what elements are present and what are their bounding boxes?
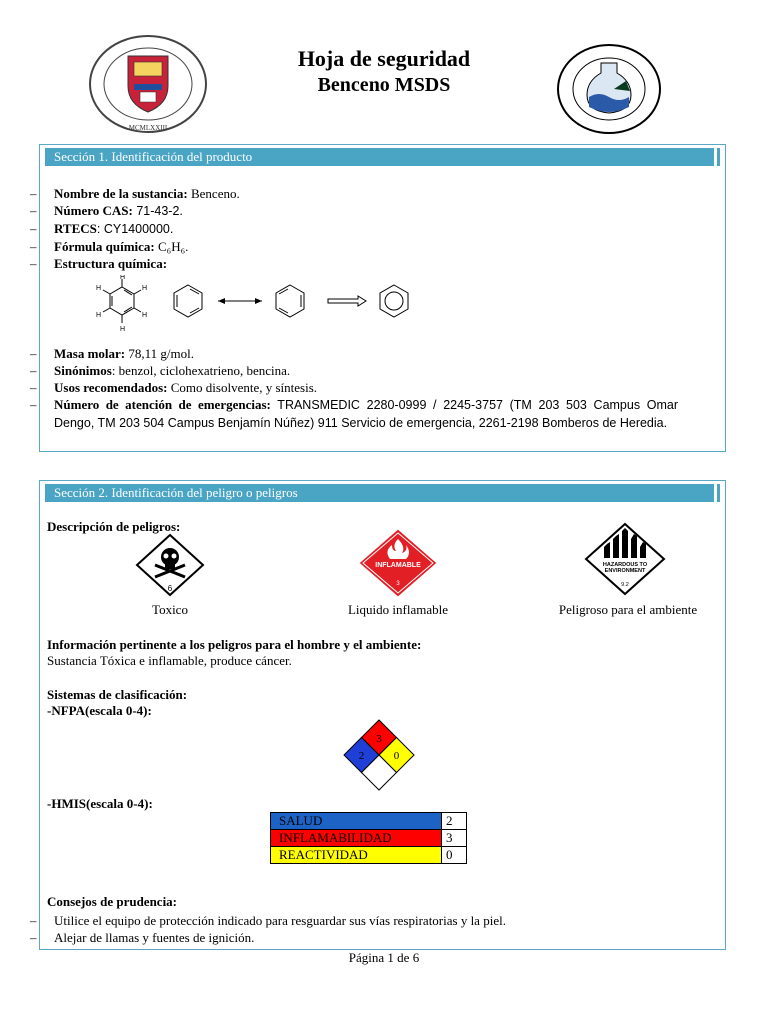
list-item: – Masa molar: 78,11 g/mol. xyxy=(30,345,678,362)
hmis-fire-value: 3 xyxy=(442,830,467,847)
table-row xyxy=(271,830,467,847)
hmis-fire-label: INFLAMABILIDAD xyxy=(271,830,442,847)
precaution-label: Consejos de prudencia: xyxy=(47,894,178,909)
svg-text:ENVIRONMENT: ENVIRONMENT xyxy=(604,568,646,574)
section-2-heading: Sección 2. Identificación del peligro o peligros xyxy=(45,484,717,502)
svg-text:6: 6 xyxy=(167,584,173,593)
svg-text:H: H xyxy=(142,312,148,319)
table-row xyxy=(271,813,467,830)
table-row xyxy=(271,847,467,864)
list-item: – Alejar de llamas y fuentes de ignición. xyxy=(30,929,678,946)
nfpa-reactivity-value: 0 xyxy=(393,750,400,762)
hazard-info-text: Sustancia Tóxica e inflamable, produce cáncer. xyxy=(47,653,292,668)
benzene-structure-diagram xyxy=(94,275,424,333)
nfpa-label: -NFPA(escala 0-4): xyxy=(47,703,152,718)
precaution-list xyxy=(30,912,678,946)
svg-text:HAZARDOUS TO: HAZARDOUS TO xyxy=(602,562,648,568)
hmis-label: -HMIS(escala 0-4): xyxy=(47,796,153,811)
list-item: – Sinónimos: benzol, ciclohexatrieno, bencina. xyxy=(30,362,678,379)
list-item: – Utilice el equipo de protección indicado para resguardar sus vías respiratorias y la piel. xyxy=(30,912,678,929)
list-item: – Estructura química: xyxy=(30,255,678,272)
svg-text:INFLAMABLE: INFLAMABLE xyxy=(375,562,421,569)
hmis-health-value: 2 xyxy=(442,813,467,830)
hmis-reactivity-label: REACTIVIDAD xyxy=(271,847,442,864)
section-1-list-2 xyxy=(30,345,678,432)
classification-label: Sistemas de clasificación: xyxy=(47,687,188,702)
nfpa-fire-value: 3 xyxy=(376,733,382,745)
section-1-list xyxy=(30,185,678,272)
flammable-flame-icon xyxy=(357,527,439,599)
nfpa-health-value: 2 xyxy=(358,750,365,762)
page-number: Página 1 de 6 xyxy=(348,950,420,965)
hmis-health-label: SALUD xyxy=(271,813,442,830)
list-item: – Número CAS: 71-43-2. xyxy=(30,202,678,220)
hazard-description-label: Descripción de peligros: xyxy=(47,519,181,534)
svg-text:H: H xyxy=(96,312,102,319)
hmis-table xyxy=(270,812,467,864)
pictogram-caption: Peligroso para el ambiente xyxy=(558,602,698,617)
svg-text:H: H xyxy=(142,285,148,292)
list-item: – Nombre de la sustancia: Benceno. xyxy=(30,185,678,202)
list-item: – Fórmula química: C₆H₆. xyxy=(30,238,678,255)
svg-text:MCMLXXIII: MCMLXXIII xyxy=(128,124,168,132)
list-item: – Número de atención de emergencias: TRANSMEDIC 2280-0999 / 2245-3757 (TM 203 503 Campus Omar Dengo, TM 203 504 Campus Benjamín Núñez) 911 Servicio de emergencia, 2261-2198 Bomberos de Heredia. xyxy=(30,396,678,432)
toxic-skull-icon xyxy=(133,533,207,597)
hmis-reactivity-value: 0 xyxy=(442,847,467,864)
pictogram-caption: Toxico xyxy=(152,602,188,617)
section-1-heading: Sección 1. Identificación del producto xyxy=(45,148,717,166)
chemistry-school-logo xyxy=(556,43,662,135)
pictogram-caption: Liquido inflamable xyxy=(347,602,448,617)
svg-text:3: 3 xyxy=(396,581,400,587)
environment-hazard-icon xyxy=(584,522,666,596)
page-title: Hoja de seguridad xyxy=(297,46,471,71)
page-subtitle: Benceno MSDS xyxy=(317,74,451,96)
svg-text:H: H xyxy=(96,285,102,292)
svg-text:H: H xyxy=(120,275,126,281)
list-item: – Usos recomendados: Como disolvente, y síntesis. xyxy=(30,379,678,396)
svg-text:H: H xyxy=(120,326,126,333)
nfpa-diamond xyxy=(343,719,415,791)
list-item: – RTECS: CY1400000. xyxy=(30,220,678,238)
hazard-info-label: Información pertinente a los peligros para el hombre y el ambiente: xyxy=(47,637,422,652)
svg-text:9.2: 9.2 xyxy=(621,582,629,588)
